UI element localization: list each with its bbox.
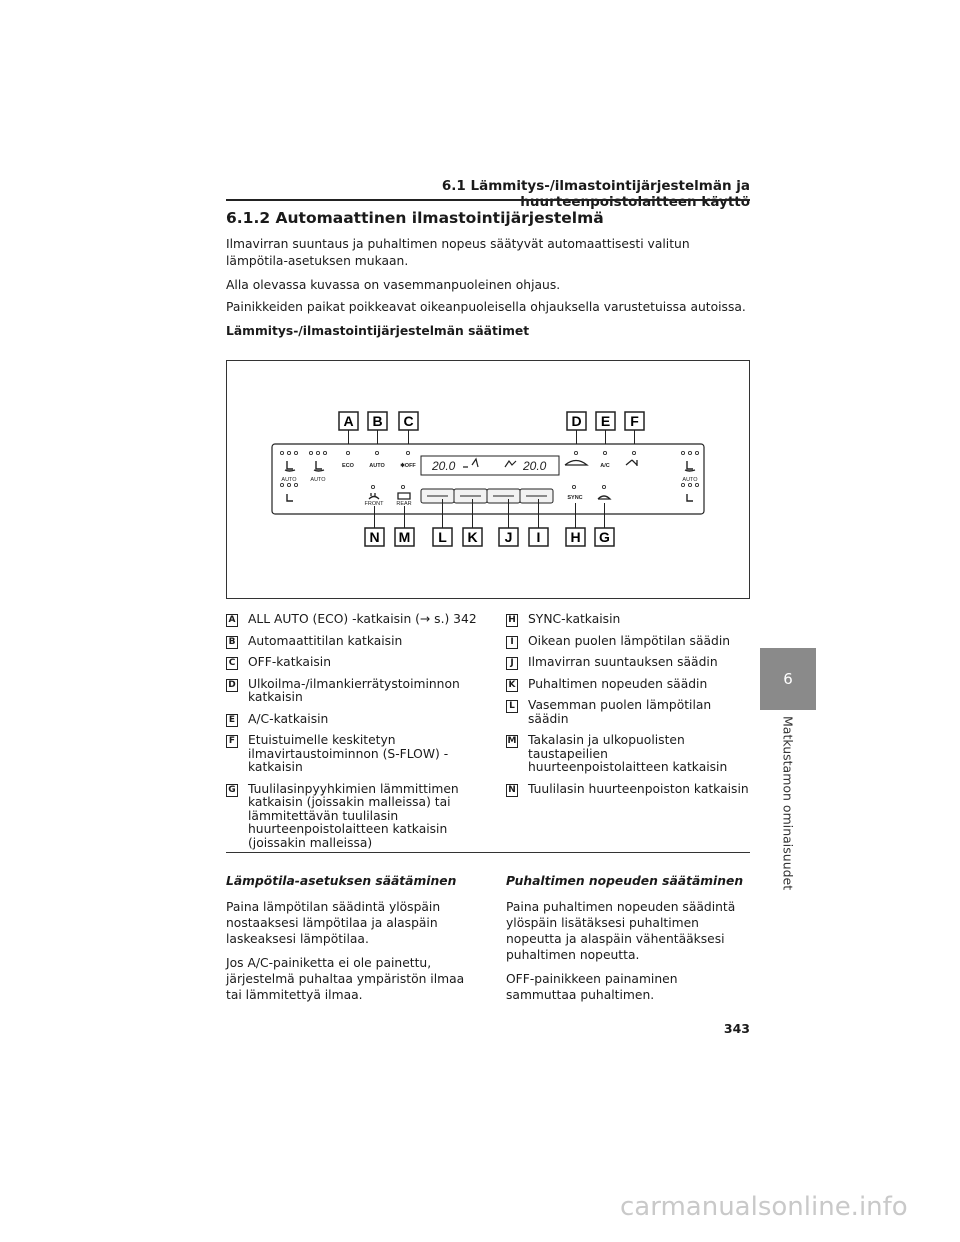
off-label: ✱OFF (400, 463, 416, 469)
callout-n (365, 528, 384, 546)
legend-text-g: Tuulilasinpyyhkimien lämmittimen katkaisin (joissakin malleissa) tai lämmitettävän tuulilasin huurteenpoistolaitteen katkaisin (joissakin malleissa) (248, 781, 459, 850)
legend-text-d: Ulkoilma-/ilmankierrätystoiminnon katkaisin (248, 676, 460, 704)
sync-label: SYNC (567, 495, 583, 501)
legend-left (226, 613, 486, 858)
rocker-switches (421, 489, 553, 503)
legend-item-f (226, 734, 486, 775)
callout-f-label: F (630, 413, 639, 429)
chapter-title: Matkustamon ominaisuudet (780, 716, 796, 891)
legend-text-c: OFF-katkaisin (248, 655, 331, 669)
controls-subheading: Lämmitys-/ilmastointijärjestelmän säätimet (226, 324, 530, 338)
temperature-setting-heading: Lämpötila-asetuksen säätäminen (226, 874, 457, 888)
temperature-setting-text-1: Paina lämpötilan säädintä ylöspäin nostaaksesi lämpötilaa ja alaspäin laskeaksesi lämpötilaa. (226, 900, 441, 946)
legend-text-e: A/C-katkaisin (248, 711, 329, 726)
auto-label: AUTO (369, 463, 385, 469)
auto-left-1-label: AUTO (281, 477, 297, 483)
temperature-setting-column (226, 873, 476, 1011)
legend-item-b (226, 635, 486, 649)
climate-panel-illustration (227, 361, 751, 600)
fan-speed-text-2: OFF-painikkeen painaminen sammuttaa puhaltimen. (506, 972, 678, 1002)
legend-item-l (506, 699, 750, 726)
climate-panel-figure (226, 360, 750, 599)
section-header: 6.1 Lämmitys-/ilmastointijärjestelmän ja huurteenpoistolaitteen käyttö (441, 178, 750, 210)
page-number: 343 (723, 1021, 750, 1036)
lhd-note: Alla olevassa kuvassa on vasemmanpuoleinen ohjaus. (226, 278, 561, 292)
callout-n-label: N (369, 529, 380, 545)
temp-left-readout: 20.0 (432, 459, 456, 473)
chapter-title-vertical (760, 716, 816, 891)
callout-g (595, 528, 614, 546)
rear-label: REAR (396, 501, 412, 507)
section-divider (226, 852, 750, 853)
eco-label: ECO (342, 463, 354, 469)
header-rule (226, 199, 750, 201)
legend-item-e (226, 713, 486, 727)
legend-item-h (506, 613, 750, 627)
legend-key-n: N (506, 784, 518, 797)
legend-text-b: Automaattitilan katkaisin (248, 633, 403, 648)
callout-l-label: L (438, 529, 447, 545)
legend-text-l: Vasemman puolen lämpötilan säädin (528, 698, 712, 726)
callout-m (395, 528, 414, 546)
legend-right (506, 613, 750, 804)
legend-text-k: Puhaltimen nopeuden säädin (528, 676, 708, 691)
chapter-tab: 6 (760, 648, 816, 710)
front-label: FRONT (364, 501, 384, 507)
callout-i-label: I (536, 529, 541, 545)
legend-key-g: G (226, 784, 238, 797)
watermark: carmanualsonline.info (620, 1192, 908, 1222)
callout-g-label: G (599, 529, 610, 545)
legend-key-c: C (226, 657, 238, 670)
legend-text-j: Ilmavirran suuntauksen säädin (528, 655, 718, 669)
legend-item-a (226, 613, 486, 627)
callout-c-label: C (403, 413, 414, 429)
legend-text-n: Tuulilasin huurteenpoiston katkaisin (528, 781, 749, 796)
fan-speed-column (506, 873, 750, 1011)
legend-text-m: Takalasin ja ulkopuolisten taustapeilien huurteenpoistolaitteen katkaisin (528, 733, 728, 774)
callout-e-label: E (600, 413, 611, 429)
legend-key-a: A (226, 614, 238, 627)
legend-key-e: E (226, 714, 238, 727)
legend-item-d (226, 678, 486, 705)
legend-key-j: J (506, 657, 518, 670)
legend-item-m (506, 734, 750, 775)
callout-i (529, 528, 548, 546)
callout-k (463, 528, 482, 546)
callout-d-label: D (571, 413, 582, 429)
legend-item-j (506, 656, 750, 670)
legend-key-k: K (506, 679, 518, 692)
legend-key-h: H (506, 614, 518, 627)
callout-l (433, 528, 452, 546)
legend-text-a: ALL AUTO (ECO) -katkaisin (→ s.) 342 (248, 612, 477, 626)
legend-text-h: SYNC-katkaisin (528, 612, 621, 626)
legend-text-f: Etuistuimelle keskitetyn ilmavirtaustoiminnon (S-FLOW) -katkaisin (248, 733, 449, 774)
callout-h (566, 528, 585, 546)
ac-label: A/C (600, 463, 610, 469)
callout-j (499, 528, 518, 546)
intro-paragraph: Ilmavirran suuntaus ja puhaltimen nopeus säätyvät automaattisesti valitun lämpötila-asetuksen mukaan. (226, 237, 690, 268)
climate-display (421, 456, 559, 475)
control-panel (272, 444, 704, 514)
callout-j-label: J (504, 529, 513, 545)
legend-key-i: I (506, 636, 518, 649)
callout-m-label: M (398, 529, 411, 545)
legend-item-g (226, 783, 486, 851)
legend-key-b: B (226, 636, 238, 649)
legend-item-i (506, 635, 750, 649)
temperature-setting-text-2: Jos A/C-painiketta ei ole painettu, järjestelmä puhaltaa ympäristön ilmaa tai lämmitettyä ilmaa. (226, 956, 465, 1002)
callout-b-label: B (372, 413, 383, 429)
legend-item-n (506, 783, 750, 797)
section-title: 6.1.2 Automaattinen ilmastointijärjestelmä (226, 209, 604, 227)
legend-key-d: D (226, 679, 238, 692)
fan-speed-heading: Puhaltimen nopeuden säätäminen (506, 874, 744, 888)
legend-text-i: Oikean puolen lämpötilan säädin (528, 633, 731, 648)
fan-speed-text-1: Paina puhaltimen nopeuden säädintä ylöspäin lisätäksesi puhaltimen nopeutta ja alaspäin vähentääksesi puhaltimen nopeutta. (506, 900, 736, 962)
callout-a-label: A (343, 413, 354, 429)
temp-right-readout: 20.0 (523, 459, 547, 473)
bottom-callouts (365, 528, 614, 546)
callout-h-label: H (570, 529, 581, 545)
auto-left-2-label: AUTO (310, 477, 326, 483)
auto-right-label: AUTO (682, 477, 698, 483)
legend-key-l: L (506, 700, 518, 713)
rhd-note: Painikkeiden paikat poikkeavat oikeanpuoleisella ohjauksella varustetuissa autoissa. (226, 300, 746, 314)
legend-key-m: M (507, 736, 517, 746)
legend-item-c (226, 656, 486, 670)
callout-k-label: K (467, 529, 478, 545)
legend-item-k (506, 678, 750, 692)
legend-key-f: F (226, 735, 238, 748)
